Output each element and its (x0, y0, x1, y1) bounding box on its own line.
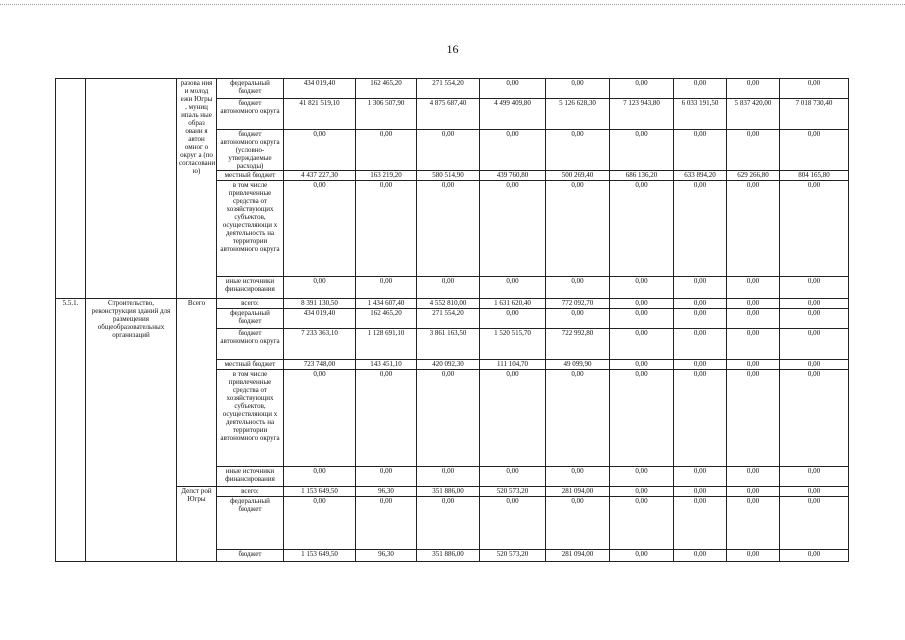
value-cell: 0,00 (610, 329, 674, 360)
value-cell: 0,00 (284, 497, 356, 550)
value-cell: 4 437 227,30 (284, 171, 356, 181)
value-cell: 41 821 519,10 (284, 99, 356, 130)
value-cell: 0,00 (727, 467, 780, 487)
value-cell: 0,00 (674, 277, 727, 299)
value-cell: 4 875 687,40 (417, 99, 480, 130)
value-cell: 0,00 (727, 497, 780, 550)
value-cell: 0,00 (480, 277, 546, 299)
value-cell: 0,00 (546, 79, 610, 99)
page-number: 16 (446, 42, 459, 56)
value-cell: 0,00 (674, 497, 727, 550)
value-cell: 0,00 (674, 487, 727, 497)
value-cell: 4 499 409,80 (480, 99, 546, 130)
source-cell: федеральный бюджет (217, 497, 284, 550)
value-cell: 6 033 191,50 (674, 99, 727, 130)
value-cell: 0,00 (284, 181, 356, 277)
scan-edge (0, 4, 905, 5)
value-cell: 0,00 (480, 181, 546, 277)
value-cell: 0,00 (284, 277, 356, 299)
table-row (56, 299, 849, 309)
value-cell: 0,00 (480, 309, 546, 329)
source-cell: в том числе привлеченные средства от хозяйствующих субъектов, осуществляющи х деятельность на территории автономного округа (217, 181, 284, 277)
value-cell: 0,00 (727, 360, 780, 370)
value-cell: 0,00 (610, 277, 674, 299)
value-cell: 7 123 943,80 (610, 99, 674, 130)
source-cell: бюджет автономного округа (условно-утверждаемые расходы) (217, 130, 284, 171)
value-cell: 0,00 (480, 130, 546, 171)
value-cell: 351 886,00 (417, 487, 480, 497)
value-cell: 0,00 (674, 550, 727, 562)
value-cell: 686 136,20 (610, 171, 674, 181)
code-cell: 5.5.1. (56, 299, 86, 562)
value-cell: 0,00 (727, 550, 780, 562)
value-cell: 0,00 (356, 181, 417, 277)
value-cell: 0,00 (780, 130, 849, 171)
value-cell: 0,00 (780, 550, 849, 562)
value-cell: 0,00 (284, 130, 356, 171)
value-cell: 1 153 649,50 (284, 550, 356, 562)
value-cell: 0,00 (417, 181, 480, 277)
value-cell: 0,00 (546, 467, 610, 487)
value-cell: 0,00 (610, 370, 674, 467)
value-cell: 0,00 (674, 370, 727, 467)
value-cell: 0,00 (610, 299, 674, 309)
value-cell: 0,00 (780, 309, 849, 329)
value-cell: 0,00 (674, 130, 727, 171)
value-cell: 0,00 (674, 329, 727, 360)
value-cell: 0,00 (674, 299, 727, 309)
value-cell: 0,00 (727, 181, 780, 277)
value-cell: 0,00 (727, 370, 780, 467)
value-cell: 96,30 (356, 487, 417, 497)
code-cell (56, 79, 86, 299)
value-cell: 8 391 130,50 (284, 299, 356, 309)
value-cell: 772 092,70 (546, 299, 610, 309)
value-cell: 0,00 (546, 497, 610, 550)
value-cell: 0,00 (480, 370, 546, 467)
value-cell: 0,00 (480, 467, 546, 487)
value-cell: 0,00 (674, 309, 727, 329)
source-cell: бюджет (217, 550, 284, 562)
value-cell: 0,00 (546, 181, 610, 277)
value-cell: 0,00 (610, 130, 674, 171)
value-cell: 520 573,20 (480, 487, 546, 497)
value-cell: 0,00 (780, 277, 849, 299)
value-cell: 0,00 (727, 487, 780, 497)
value-cell: 0,00 (727, 277, 780, 299)
value-cell: 0,00 (674, 467, 727, 487)
value-cell: 0,00 (610, 181, 674, 277)
source-cell: бюджет автономного округа (217, 329, 284, 360)
value-cell: 0,00 (780, 497, 849, 550)
executor-cell: разова ния и молод ежи Югры , муниц ипаль ные образ овани я автон омног о округ а (по согласовани ю) (177, 79, 217, 299)
executor-cell: Депст рой Югры (177, 487, 217, 562)
source-cell: местный бюджет (217, 360, 284, 370)
value-cell: 162 465,20 (356, 309, 417, 329)
value-cell: 163 219,20 (356, 171, 417, 181)
value-cell: 5 837 420,00 (727, 99, 780, 130)
source-cell: иные источники финансирования (217, 467, 284, 487)
value-cell: 271 554,20 (417, 309, 480, 329)
value-cell: 0,00 (610, 487, 674, 497)
value-cell: 434 019,40 (284, 309, 356, 329)
value-cell: 162 465,20 (356, 79, 417, 99)
value-cell: 7 018 730,40 (780, 99, 849, 130)
value-cell: 1 153 649,50 (284, 487, 356, 497)
value-cell: 0,00 (780, 181, 849, 277)
value-cell: 0,00 (356, 467, 417, 487)
value-cell: 0,00 (284, 370, 356, 467)
value-cell: 3 861 163,50 (417, 329, 480, 360)
value-cell: 0,00 (610, 79, 674, 99)
value-cell: 0,00 (727, 130, 780, 171)
value-cell: 633 894,20 (674, 171, 727, 181)
value-cell: 580 514,90 (417, 171, 480, 181)
value-cell: 0,00 (780, 370, 849, 467)
value-cell: 281 094,00 (546, 487, 610, 497)
value-cell: 0,00 (780, 467, 849, 487)
value-cell: 0,00 (780, 360, 849, 370)
value-cell: 0,00 (610, 360, 674, 370)
value-cell: 0,00 (546, 277, 610, 299)
value-cell: 0,00 (780, 487, 849, 497)
source-cell: федеральный бюджет (217, 79, 284, 99)
value-cell: 351 886,00 (417, 550, 480, 562)
value-cell: 434 019,40 (284, 79, 356, 99)
source-cell: бюджет автономного округа (217, 99, 284, 130)
value-cell: 0,00 (356, 497, 417, 550)
value-cell: 0,00 (674, 181, 727, 277)
source-cell: федеральный бюджет (217, 309, 284, 329)
value-cell: 0,00 (546, 130, 610, 171)
value-cell: 500 269,40 (546, 171, 610, 181)
value-cell: 0,00 (727, 309, 780, 329)
value-cell: 1 306 507,90 (356, 99, 417, 130)
value-cell: 0,00 (480, 497, 546, 550)
value-cell: 0,00 (780, 329, 849, 360)
value-cell: 1 520 515,70 (480, 329, 546, 360)
value-cell: 96,30 (356, 550, 417, 562)
value-cell: 143 451,10 (356, 360, 417, 370)
value-cell: 0,00 (674, 79, 727, 99)
table-row (56, 79, 849, 99)
value-cell: 0,00 (417, 467, 480, 487)
value-cell: 0,00 (674, 360, 727, 370)
value-cell: 0,00 (284, 467, 356, 487)
value-cell: 804 165,80 (780, 171, 849, 181)
value-cell: 0,00 (610, 550, 674, 562)
value-cell: 0,00 (417, 277, 480, 299)
value-cell: 0,00 (417, 497, 480, 550)
value-cell: 722 992,80 (546, 329, 610, 360)
source-cell: иные источники финансирования (217, 277, 284, 299)
value-cell: 0,00 (780, 79, 849, 99)
value-cell: 0,00 (610, 309, 674, 329)
value-cell: 5 126 628,30 (546, 99, 610, 130)
value-cell: 271 554,20 (417, 79, 480, 99)
executor-cell: Всего (177, 299, 217, 487)
value-cell: 0,00 (727, 79, 780, 99)
value-cell: 0,00 (727, 299, 780, 309)
value-cell: 0,00 (727, 329, 780, 360)
value-cell: 0,00 (356, 130, 417, 171)
value-cell: 0,00 (780, 299, 849, 309)
value-cell: 0,00 (610, 497, 674, 550)
source-cell: в том числе привлеченные средства от хозяйствующих субъектов, осуществляющи х деятельность на территории автономного округа (217, 370, 284, 467)
value-cell: 420 092,30 (417, 360, 480, 370)
value-cell: 7 233 363,10 (284, 329, 356, 360)
value-cell: 281 094,00 (546, 550, 610, 562)
value-cell: 0,00 (480, 79, 546, 99)
name-cell (86, 79, 177, 299)
source-cell: местный бюджет (217, 171, 284, 181)
value-cell: 4 552 810,00 (417, 299, 480, 309)
value-cell: 0,00 (356, 277, 417, 299)
value-cell: 629 266,80 (727, 171, 780, 181)
value-cell: 723 748,00 (284, 360, 356, 370)
value-cell: 1 631 620,40 (480, 299, 546, 309)
value-cell: 520 573,20 (480, 550, 546, 562)
value-cell: 49 099,90 (546, 360, 610, 370)
source-cell: всего: (217, 299, 284, 309)
value-cell: 439 760,80 (480, 171, 546, 181)
value-cell: 1 434 607,40 (356, 299, 417, 309)
source-cell: всего: (217, 487, 284, 497)
budget-table (55, 78, 849, 562)
value-cell: 0,00 (546, 370, 610, 467)
value-cell: 0,00 (417, 130, 480, 171)
value-cell: 0,00 (356, 370, 417, 467)
name-cell: Строительство, реконструкция зданий для размещения общеобразовательных организаций (86, 299, 177, 562)
value-cell: 0,00 (546, 309, 610, 329)
value-cell: 111 104,70 (480, 360, 546, 370)
value-cell: 0,00 (417, 370, 480, 467)
value-cell: 1 128 691,10 (356, 329, 417, 360)
value-cell: 0,00 (610, 467, 674, 487)
